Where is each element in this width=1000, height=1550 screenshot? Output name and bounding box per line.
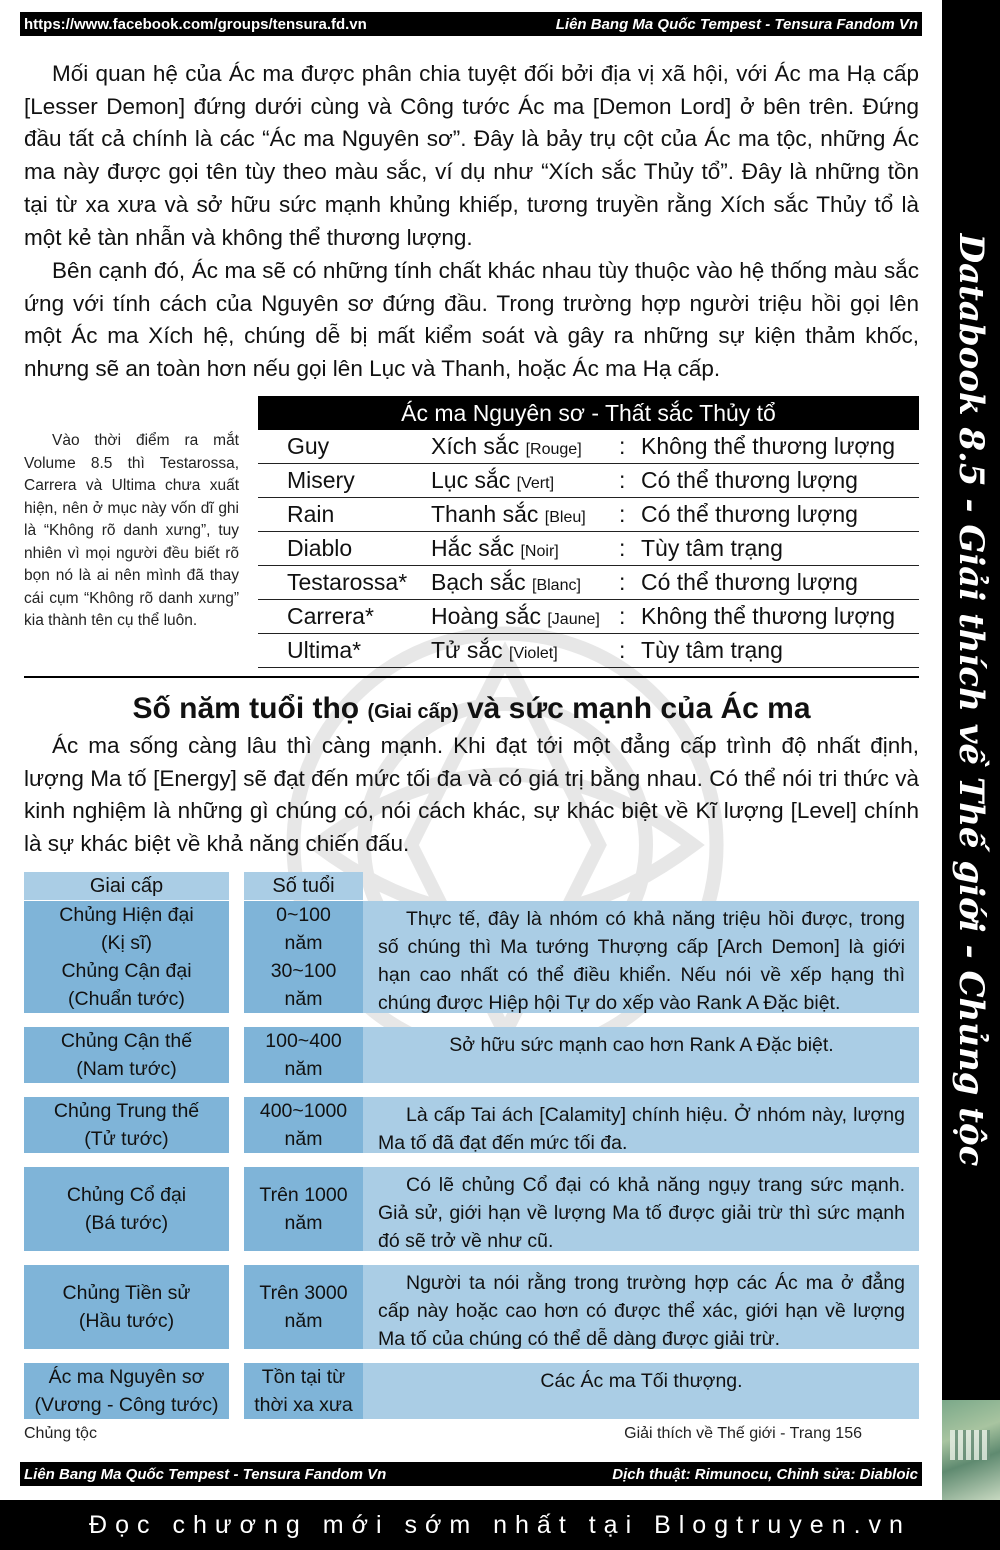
primordial-negotiability: Không thể thương lượng (641, 433, 896, 459)
class-row (24, 1097, 919, 1153)
age-cell (244, 1363, 363, 1419)
class-cell (24, 1363, 229, 1419)
age-line: năm (284, 932, 323, 954)
primordial-color: Hắc sắc [Noir] (431, 535, 559, 561)
age-line: 0~100 (276, 904, 331, 926)
corner-artwork (942, 1400, 1000, 1500)
primordial-row (258, 600, 919, 634)
primordial-name: Carrera* (287, 603, 374, 629)
age-column-header: Số tuổi (244, 872, 363, 900)
primordial-name: Guy (287, 433, 330, 459)
primordial-negotiability: Có thể thương lượng (641, 569, 858, 595)
age-line: Trên 1000 (259, 1184, 348, 1206)
primordial-negotiability: Tùy tâm trạng (641, 637, 783, 663)
section-title: Số năm tuổi thọ (Giai cấp) và sức mạnh của Ác ma (132, 692, 811, 725)
class-name-line: (Bá tước) (84, 1212, 169, 1234)
primordial-color: Lục sắc [Vert] (431, 467, 555, 493)
header-bar (20, 12, 922, 36)
intro-paragraph: Mối quan hệ của Ác ma được phân chia tuyệt đối bởi địa vị xã hội, với Ác ma Hạ cấp [Lesser Demon] đứng dưới cùng và Công tước Ác ma [Demon Lord] ở bên trên. Đứng đầu tất cả chính là các “Ác ma Nguyên sơ”. Đây là bảy trụ cột của Ác ma tộc, những Ác ma này được gọi tên tùy theo màu sắc, ví dụ như “Xích sắc Thủy tổ”. Đây là những tồn tại từ xa xưa và sở hữu sức mạnh khủng khiếp, tương truyền rằng Xích sắc Thủy tổ là một kẻ tàn nhẫn và không thể thương lượng. (24, 61, 919, 250)
age-line: năm (284, 1128, 323, 1150)
age-cell (244, 901, 363, 1013)
class-description: Sở hữu sức mạnh cao hơn Rank A Đặc biệt. (363, 1027, 919, 1083)
class-cell (24, 1027, 229, 1083)
age-line: thời xa xưa (254, 1394, 353, 1416)
class-row (24, 901, 919, 1013)
age-line: Trên 3000 (259, 1282, 348, 1304)
class-name-line: (Chuẩn tước) (68, 988, 185, 1010)
site-banner: Đọc chương mới sớm nhất tại Blogtruyen.vn (0, 1500, 1000, 1550)
class-name-line: Chủng Trung thế (53, 1100, 200, 1122)
primordial-negotiability: Không thể thương lượng (641, 603, 896, 629)
primordial-color: Thanh sắc [Bleu] (431, 501, 586, 527)
age-line: 30~100 (270, 960, 337, 982)
age-cell (244, 1027, 363, 1083)
class-name-line: (Nam tước) (76, 1058, 177, 1080)
class-name-line: Chủng Cận đại (61, 960, 192, 982)
primordial-row (258, 464, 919, 498)
primordial-separator: : (619, 569, 626, 595)
class-cell (24, 901, 229, 1013)
primordial-name: Misery (287, 467, 355, 493)
class-name-line: (Kị sĩ) (101, 932, 152, 954)
footer-chapter: Chủng tộc (24, 1425, 97, 1442)
class-name-line: (Tử tước) (84, 1128, 169, 1150)
color-system-paragraph: Bên cạnh đó, Ác ma sẽ có những tính chất khác nhau tùy thuộc vào hệ thống màu sắc ứng với tính cách của Nguyên sơ đứng đầu. Trong trường hợp người triệu hồi gọi lên một Ác ma Xích hệ, chúng dễ bị mất kiểm soát và gây ra những sự kiện thảm khốc, nhưng sẽ an toàn hơn nếu gọi lên Lục và Thanh, hoặc Ác ma Hạ cấp. (24, 258, 919, 382)
credits-group: Liên Bang Ma Quốc Tempest - Tensura Fandom Vn (24, 1465, 387, 1483)
primordial-color: Tử sắc [Violet] (431, 637, 558, 663)
class-name-line: Chủng Cổ đại (66, 1184, 187, 1206)
primordial-row (258, 566, 919, 600)
class-row (24, 1027, 919, 1083)
primordial-row (258, 498, 919, 532)
credits-bar (20, 1462, 922, 1486)
class-description: Thực tế, đây là nhóm có khả năng triệu hồi được, trong số chúng thì Ma tướng Thượng cấp [Arch Demon] là giới hạn cao nhất có thể điều khiển. Nếu nói về xếp hạng thì chúng được Hiệp hội Tự do xếp vào Rank A Đặc biệt. (363, 901, 919, 1013)
age-line: năm (284, 1310, 323, 1332)
primordial-row (258, 430, 919, 464)
class-name-line: (Hầu tước) (78, 1310, 175, 1332)
footer-page: Giải thích về Thế giới - Trang 156 (624, 1425, 862, 1442)
primordial-separator: : (619, 535, 626, 561)
primordial-row (258, 634, 919, 668)
section-paragraph: Ác ma sống càng lâu thì càng mạnh. Khi đạt tới một đẳng cấp trình độ nhất định, lượng Ma tố [Energy] sẽ đạt đến mức tối đa và có giá trị bằng nhau. Có thể nói tri thức và kinh nghiệm là những gì chúng có, nói cách khác, sự khác biệt về Kĩ lượng [Level] chính là sự khác biệt về khả năng chiến đấu. (24, 733, 919, 857)
class-column-header: Giai cấp (24, 872, 229, 900)
primordial-negotiability: Có thể thương lượng (641, 467, 858, 493)
class-description: Là cấp Tai ách [Calamity] chính hiệu. Ở nhóm này, lượng Ma tố đã đạt đến mức tối đa. (363, 1097, 919, 1153)
class-table-header (24, 872, 919, 900)
primordial-row (258, 532, 919, 566)
vertical-databook-title: Databook 8.5 - Giải thích về Thế giới - Chủng tộc (951, 233, 991, 1167)
translator-note: Vào thời điểm ra mắt Volume 8.5 thì Testarossa, Carrera và Ultima chưa xuất hiện, nên ở mục này vốn dĩ ghi là “Không rõ danh xưng”, tuy nhiên vì mọi người đều biết rõ bọn nó là ai nên mình đã thay cái cụm “Không rõ danh xưng” kia thành tên cụ thể luôn. (24, 432, 239, 629)
section-divider (24, 676, 919, 678)
class-cell (24, 1097, 229, 1153)
primordial-separator: : (619, 637, 626, 663)
age-cell (244, 1265, 363, 1349)
age-line: năm (284, 988, 323, 1010)
primordial-color: Hoàng sắc [Jaune] (431, 603, 600, 629)
age-line: năm (284, 1058, 323, 1080)
primordial-separator: : (619, 501, 626, 527)
age-cell (244, 1097, 363, 1153)
age-cell (244, 1167, 363, 1251)
class-name-line: Chủng Hiện đại (59, 904, 194, 926)
primordial-name: Testarossa* (287, 569, 408, 595)
primordial-color: Bạch sắc [Blanc] (431, 569, 581, 595)
class-name-line: Chủng Cận thế (60, 1030, 193, 1052)
header-url: https://www.facebook.com/groups/tensura.fd.vn (24, 15, 367, 33)
primordial-negotiability: Tùy tâm trạng (641, 535, 783, 561)
primordials-table-title: Ác ma Nguyên sơ - Thất sắc Thủy tổ (258, 396, 919, 430)
age-line: 100~400 (265, 1030, 342, 1052)
primordial-separator: : (619, 433, 626, 459)
header-group-name: Liên Bang Ma Quốc Tempest - Tensura Fandom Vn (555, 15, 918, 33)
class-name-line: (Vương - Công tước) (34, 1394, 219, 1416)
primordial-name: Diablo (287, 535, 353, 561)
primordials-table (258, 396, 919, 668)
primordial-separator: : (619, 603, 626, 629)
class-cell (24, 1167, 229, 1251)
age-line: Tồn tại từ (261, 1366, 346, 1388)
class-description: Người ta nói rằng trong trường hợp các Ác ma ở đẳng cấp này hoặc cao hơn có được thể xác, giới hạn về lượng Ma tố của chúng có thể dễ dàng được giải trừ. (363, 1265, 919, 1349)
class-row (24, 1363, 919, 1419)
primordial-color: Xích sắc [Rouge] (431, 433, 582, 459)
age-line: năm (284, 1212, 323, 1234)
class-name-line: Ác ma Nguyên sơ (48, 1366, 205, 1388)
primordial-negotiability: Có thể thương lượng (641, 501, 858, 527)
class-description: Các Ác ma Tối thượng. (363, 1363, 919, 1419)
class-row (24, 1167, 919, 1251)
class-name-line: Chủng Tiền sử (62, 1282, 191, 1304)
primordial-separator: : (619, 467, 626, 493)
age-line: 400~1000 (259, 1100, 348, 1122)
class-row (24, 1265, 919, 1349)
credits-translators: Dịch thuật: Rimunocu, Chỉnh sửa: Diabloic (612, 1465, 918, 1483)
primordial-name: Ultima* (287, 637, 362, 663)
class-cell (24, 1265, 229, 1349)
class-description: Có lẽ chủng Cổ đại có khả năng ngụy trang sức mạnh. Giả sử, giới hạn về lượng Ma tố được giải trừ thì sức mạnh đó sẽ trở về như cũ. (363, 1167, 919, 1251)
primordial-name: Rain (287, 501, 335, 527)
